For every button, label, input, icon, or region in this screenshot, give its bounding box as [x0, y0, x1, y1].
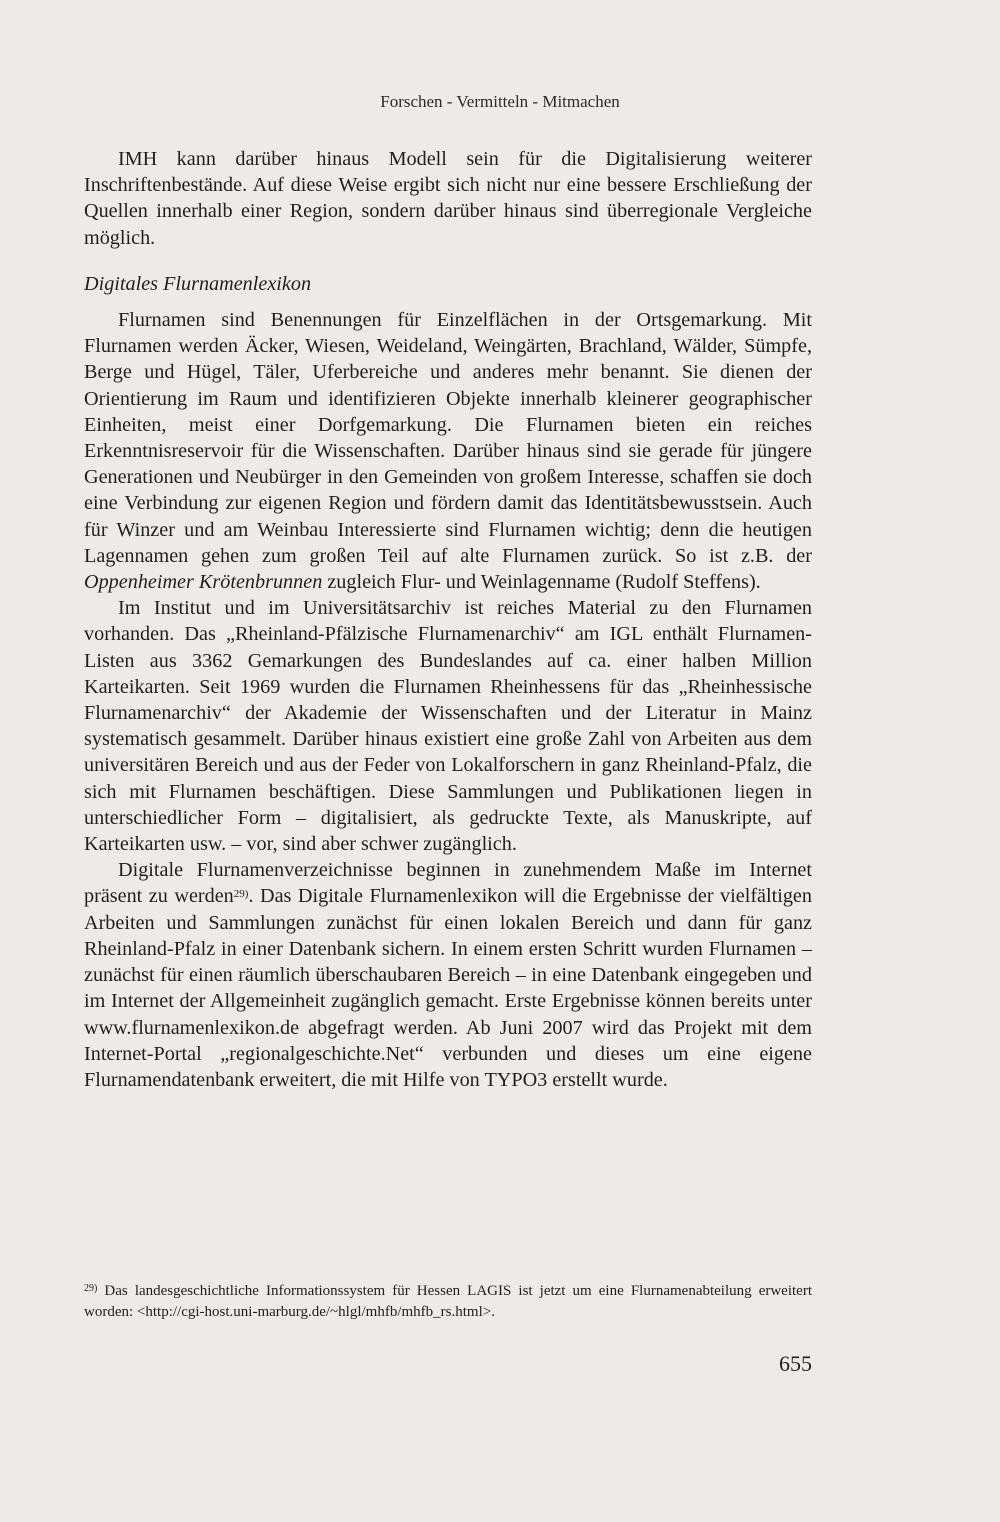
paragraph-text: Digitale Flurnamenverzeichnisse beginnen in zunehmendem Maße im Internet präsent zu werden	[84, 859, 812, 908]
paragraph-digital-lexicon	[84, 857, 812, 1093]
paragraph-text: Flurnamen sind Benennungen für Einzelflächen in der Ortsgemarkung. Mit Flurnamen werden Äcker, Wiesen, Weideland, Weingärten, Brachland, Wälder, Sümpfe, Berge und Hügel, Täler, Uferbereiche und anderes mehr benannt. Sie dienen der Orientierung im Raum und identifizieren Objekte innerhalb kleinerer geographischer Einheiten, meist einer Dorfgemarkung. Die Flurnamen bieten ein reiches Erkenntnisreservoir für die Wissenschaften. Darüber hinaus sind sie gerade für jüngere Generationen und Neubürger in den Gemeinden von großem Interesse, schaffen sie doch eine Verbindung zur eigenen Region und fördern damit das Identitätsbewusstsein. Auch für Winzer und am Weinbau Interessierte sind Flurnamen wichtig; denn die heutigen Lagennamen gehen zum großen Teil auf alte Flurnamen zurück. So ist z.B. der	[84, 309, 812, 567]
main-text	[84, 146, 812, 1093]
page-number: 655	[779, 1351, 812, 1376]
intro-paragraph: IMH kann darüber hinaus Modell sein für die Digitalisierung weiterer Inschriftenbestände. Auf diese Weise ergibt sich nicht nur eine bessere Erschließung der Quellen innerhalb einer Region, sondern darüber hinaus sind überregionale Vergleiche möglich.	[84, 148, 812, 249]
section-heading: Digitales Flurnamenlexikon	[84, 272, 312, 295]
paragraph-text: . Das Digitale Flurnamenlexikon will die Ergebnisse der vielfältigen Arbeiten und Sammlungen zunächst für einen lokalen Bereich und dann für ganz Rheinland-Pfalz in einer Datenbank sichern. In einem ersten Schritt wurden Flurnamen – zunächst für einen räumlich überschaubaren Bereich – in eine Datenbank eingegeben und im Internet der Allgemeinheit zugänglich gemacht. Erste Ergebnisse können bereits unter www.flurnamenlexikon.de abgefragt werden. Ab Juni 2007 wird das Projekt mit dem Internet-Portal „regionalgeschichte.Net“ verbunden und dieses um eine eigene Flurnamendatenbank erweitert, die mit Hilfe von TYPO3 erstellt wurde.	[84, 885, 812, 1091]
footnote-text: Das landesgeschichtliche Informationssystem für Hessen LAGIS ist jetzt um eine Flurnamenabteilung erweitert worden: <http://cgi-host.uni-marburg.de/~hlgl/mhfb/mhfb_rs.html>.	[84, 1283, 812, 1320]
footnote-area	[84, 1281, 812, 1322]
footnote-marker: 29)	[84, 1283, 98, 1294]
running-header: Forschen - Vermitteln - Mitmachen	[380, 92, 620, 111]
italic-place-name: Oppenheimer Krötenbrunnen	[84, 571, 323, 594]
paragraph-archive-material: Im Institut und im Universitätsarchiv ist reiches Material zu den Flurnamen vorhanden. Das „Rheinland-Pfälzische Flurnamenarchiv“ am IGL enthält Flurnamen-Listen aus 3362 Gemarkungen des Bundeslandes auf ca. einer halben Million Karteikarten. Seit 1969 wurden die Flurnamen Rheinhessens für das „Rheinhessische Flurnamenarchiv“ der Akademie der Wissenschaften und der Literatur in Mainz systematisch gesammelt. Darüber hinaus existiert eine große Zahl von Arbeiten aus dem universitären Bereich und aus der Feder von Lokalforschern in ganz Rheinland-Pfalz, die sich mit Flurnamen beschäftigen. Diese Sammlungen und Publikationen liegen in unterschiedlicher Form – digitalisiert, als gedruckte Texte, als Manuskripte, auf Karteikarten usw. – vor, sind aber schwer zugänglich.	[84, 597, 812, 856]
footnote-reference[interactable]: 29)	[233, 888, 249, 901]
paragraph-text: zugleich Flur- und Weinlagenname (Rudolf Steffens).	[327, 571, 761, 594]
paragraph-flurnamen-definition	[84, 307, 812, 595]
